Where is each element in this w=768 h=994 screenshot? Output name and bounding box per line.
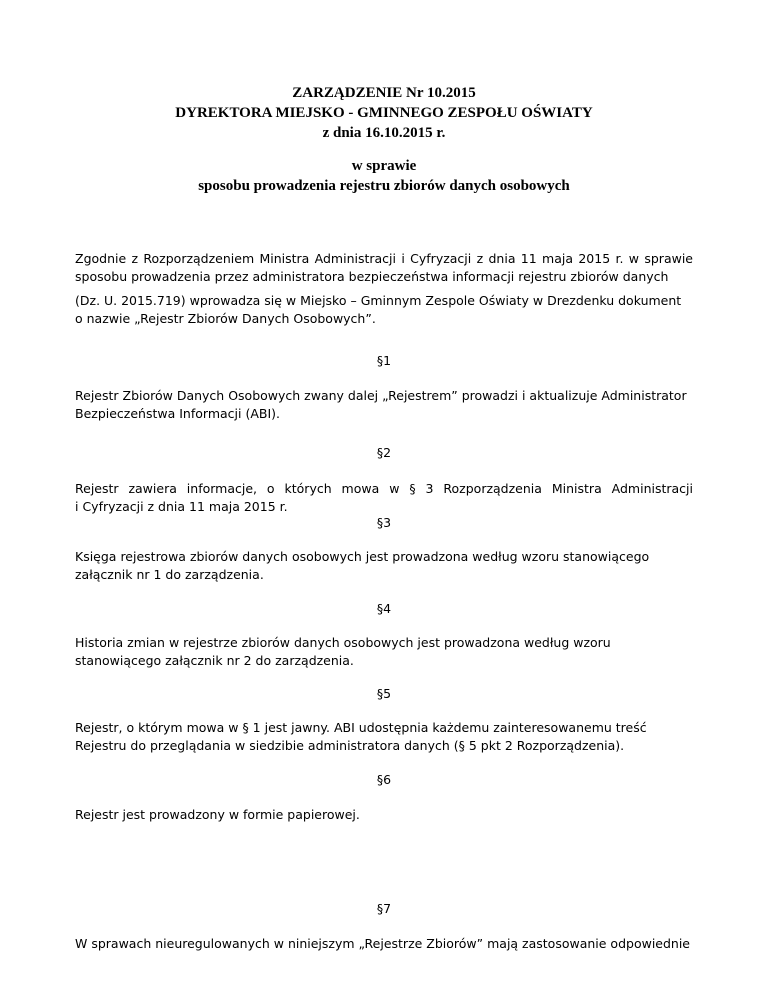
preamble-paragraph [75, 250, 693, 286]
section-paragraph [75, 548, 693, 584]
section-line: załącznik nr 1 do zarządzenia. [75, 567, 264, 582]
document-date: z dnia 16.10.2015 r. [322, 125, 446, 141]
section-line: Rejestru do przeglądania w siedzibie administratora danych (§ 5 pkt 2 Rozporządzenia). [75, 738, 625, 753]
preamble-line: o nazwie „Rejestr Zbiorów Danych Osobowych”. [75, 311, 376, 326]
section-mark: §2 [376, 445, 392, 460]
subject-intro: w sprawie [351, 158, 417, 174]
preamble-paragraph-cont [75, 292, 693, 328]
section-line: Rejestr Zbiorów Danych Osobowych zwany dalej „Rejestrem” prowadzi i aktualizuje Administrator [75, 388, 687, 403]
section-paragraph [75, 480, 693, 516]
subject-text: sposobu prowadzenia rejestru zbiorów danych osobowych [198, 178, 570, 194]
section-mark: §1 [376, 353, 392, 368]
section-line: i Cyfryzacji z dnia 11 maja 2015 r. [75, 499, 288, 514]
section-paragraph [75, 806, 693, 824]
section-mark: §5 [376, 686, 392, 701]
section-line: stanowiącego załącznik nr 2 do zarządzenia. [75, 653, 354, 668]
section-mark: §3 [376, 515, 392, 530]
section-mark: §7 [376, 901, 392, 916]
section-paragraph [75, 387, 693, 423]
preamble-line: (Dz. U. 2015.719) wprowadza się w Miejsko – Gminnym Zespole Oświaty w Drezdenku dokument [75, 293, 682, 308]
section-mark: §6 [376, 772, 392, 787]
section-line: W sprawach nieuregulowanych w niniejszym „Rejestrze Zbiorów” mają zastosowanie odpowiednie [75, 936, 691, 951]
document-title: ZARZĄDZENIE Nr 10.2015 [292, 85, 476, 101]
section-paragraph [75, 935, 693, 953]
document-subject [0, 156, 768, 196]
section-paragraph [75, 634, 693, 670]
document-issuer: DYREKTORA MIEJSKO - GMINNEGO ZESPOŁU OŚWIATY [175, 105, 593, 121]
section-line: Historia zmian w rejestrze zbiorów danych osobowych jest prowadzona według wzoru [75, 635, 611, 650]
section-mark: §4 [376, 601, 392, 616]
section-line: Księga rejestrowa zbiorów danych osobowych jest prowadzona według wzoru stanowiącego [75, 549, 650, 564]
preamble-line: Zgodnie z Rozporządzeniem Ministra Administracji i Cyfryzacji z dnia 11 maja 2015 r. w sprawie [75, 251, 693, 266]
section-paragraph [75, 719, 693, 755]
preamble-line: sposobu prowadzenia przez administratora bezpieczeństwa informacji rejestru zbiorów danych [75, 269, 669, 284]
section-line: Rejestr jest prowadzony w formie papierowej. [75, 807, 360, 822]
section-line: Rejestr, o którym mowa w § 1 jest jawny. ABI udostępnia każdemu zainteresowanemu treść [75, 720, 647, 735]
section-line: Rejestr zawiera informacje, o których mowa w § 3 Rozporządzenia Ministra Administracji [75, 481, 693, 496]
section-line: Bezpieczeństwa Informacji (ABI). [75, 406, 280, 421]
document-header [0, 83, 768, 143]
